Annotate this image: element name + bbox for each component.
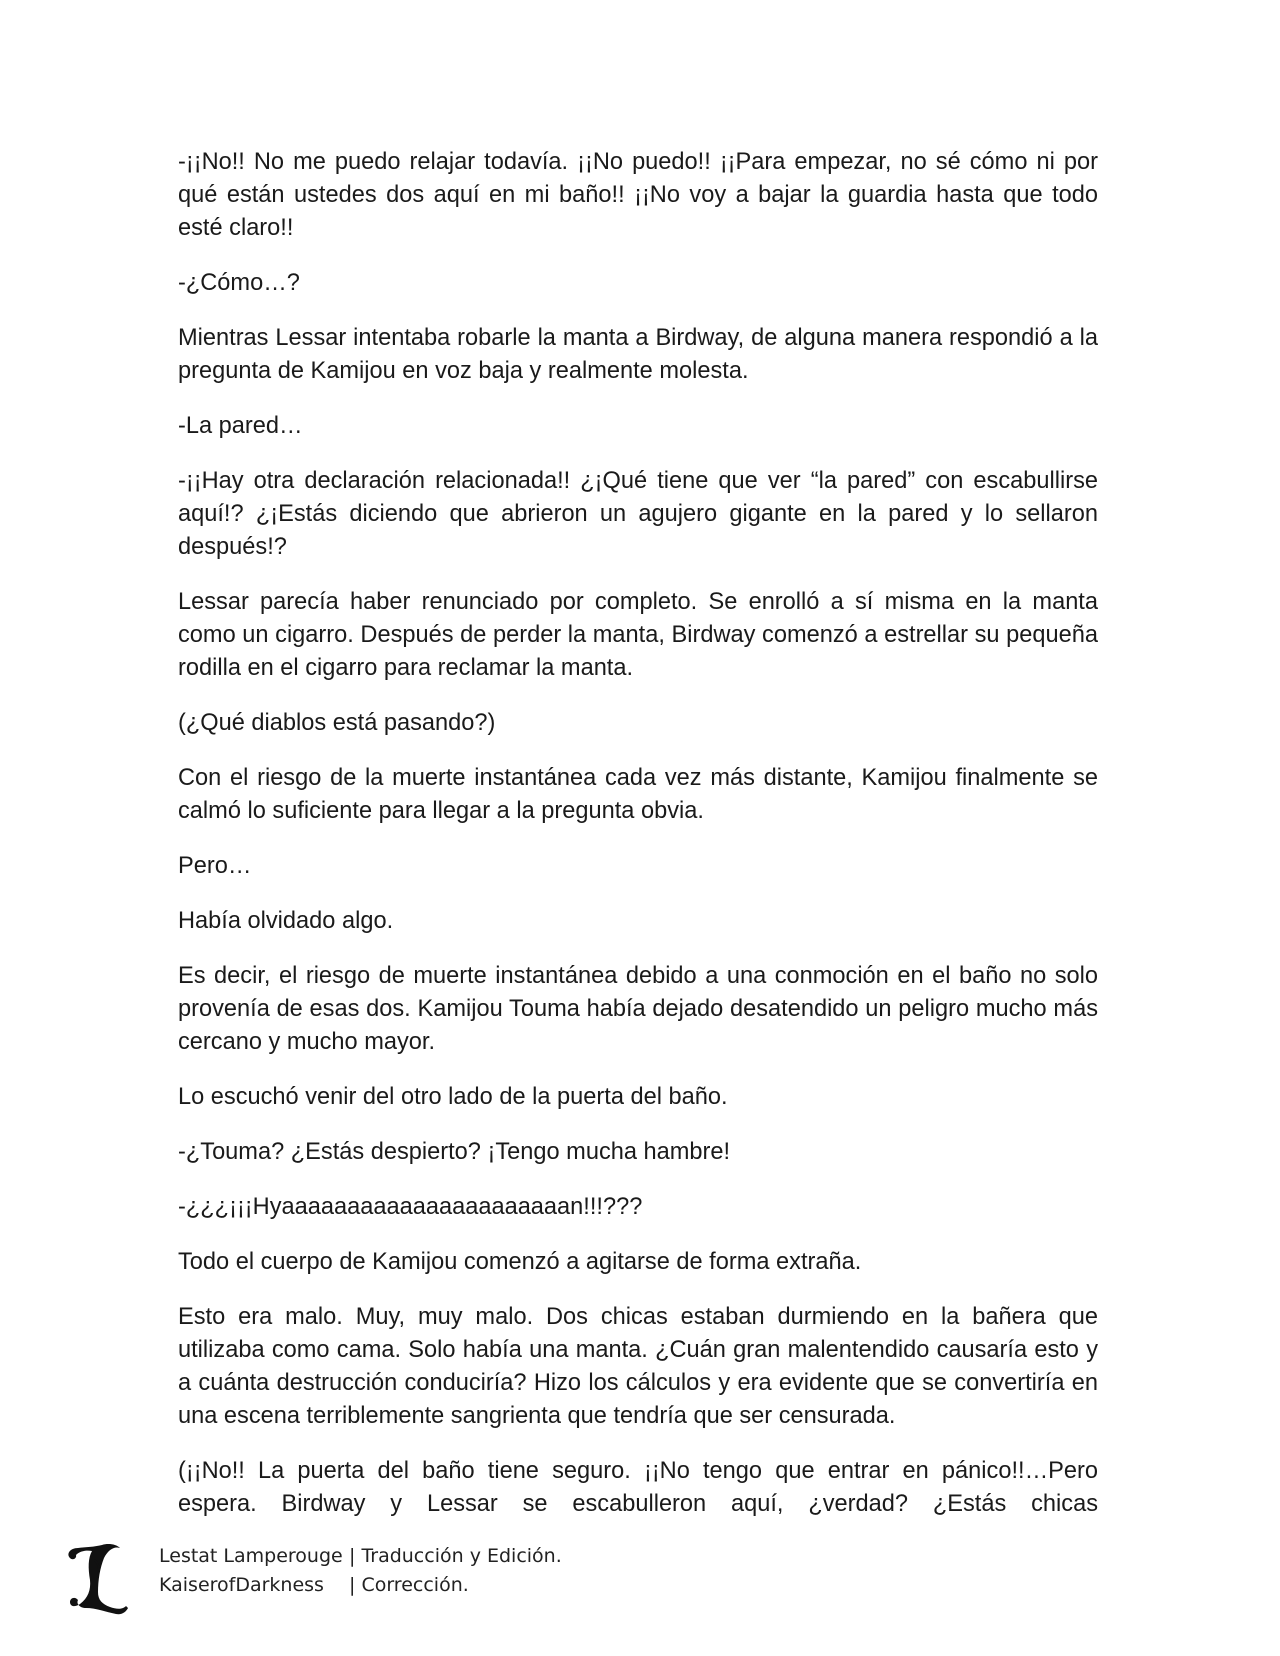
paragraph: -¿¿¿¡¡¡Hyaaaaaaaaaaaaaaaaaaaaaan!!!??? xyxy=(178,1194,643,1220)
paragraph: Esto era malo. Muy, muy malo. Dos chicas estaban durmiendo en la bañera que utilizaba como cama. Solo había una manta. ¿Cuán gran malentendido causaría esto y a cuánta destrucción conduciría? Hizo los cálculos y era evidente que se convertiría en una escena terriblemente sangrienta que tendría que ser censurada. xyxy=(178,1304,1098,1429)
gothic-l-logo-icon xyxy=(64,1538,130,1618)
credit-line xyxy=(159,1571,562,1600)
paragraph: -¿Touma? ¿Estás despierto? ¡Tengo mucha hambre! xyxy=(178,1139,731,1165)
paragraph: -La pared… xyxy=(178,413,303,439)
paragraph: -¡¡Hay otra declaración relacionada!! ¿¡Qué tiene que ver “la pared” con escabullirse aquí!? ¿¡Estás diciendo que abrieron un agujero gigante en la pared y lo sellaron después!? xyxy=(178,468,1098,560)
paragraph: (¿Qué diablos está pasando?) xyxy=(178,710,496,736)
document-body xyxy=(178,146,1098,1543)
paragraph: Había olvidado algo. xyxy=(178,908,394,934)
paragraph: Lo escuchó venir del otro lado de la puerta del baño. xyxy=(178,1084,728,1110)
credits-block xyxy=(159,1542,562,1600)
paragraph: Mientras Lessar intentaba robarle la manta a Birdway, de alguna manera respondió a la pregunta de Kamijou en voz baja y realmente molesta. xyxy=(178,325,1098,384)
credit-role: | Traducción y Edición. xyxy=(349,1545,562,1567)
credit-name: Lestat Lamperouge xyxy=(159,1545,343,1567)
paragraph: -¿Cómo…? xyxy=(178,270,300,296)
paragraph: Lessar parecía haber renunciado por completo. Se enrolló a sí misma en la manta como un cigarro. Después de perder la manta, Birdway comenzó a estrellar su pequeña rodilla en el cigarro para reclamar la manta. xyxy=(178,589,1098,681)
page-footer xyxy=(64,1538,764,1628)
paragraph: Es decir, el riesgo de muerte instantánea debido a una conmoción en el baño no solo provenía de esas dos. Kamijou Touma había dejado desatendido un peligro mucho más cercano y mucho mayor. xyxy=(178,963,1098,1055)
paragraph: Pero… xyxy=(178,853,252,879)
paragraph: Todo el cuerpo de Kamijou comenzó a agitarse de forma extraña. xyxy=(178,1249,862,1275)
paragraph: -¡¡No!! No me puedo relajar todavía. ¡¡No puedo!! ¡¡Para empezar, no sé cómo ni por qué están ustedes dos aquí en mi baño!! ¡¡No voy a bajar la guardia hasta que todo esté claro!! xyxy=(178,149,1098,241)
paragraph: Con el riesgo de la muerte instantánea cada vez más distante, Kamijou finalmente se calmó lo suficiente para llegar a la pregunta obvia. xyxy=(178,765,1098,824)
credit-line xyxy=(159,1542,562,1571)
credit-name: KaiserofDarkness xyxy=(159,1574,324,1596)
paragraph: (¡¡No!! La puerta del baño tiene seguro. ¡¡No tengo que entrar en pánico!!…Pero espera. Birdway y Lessar se escabulleron aquí, ¿verdad? ¿Estás chicas xyxy=(178,1458,1098,1517)
credit-role: | Corrección. xyxy=(349,1574,469,1596)
